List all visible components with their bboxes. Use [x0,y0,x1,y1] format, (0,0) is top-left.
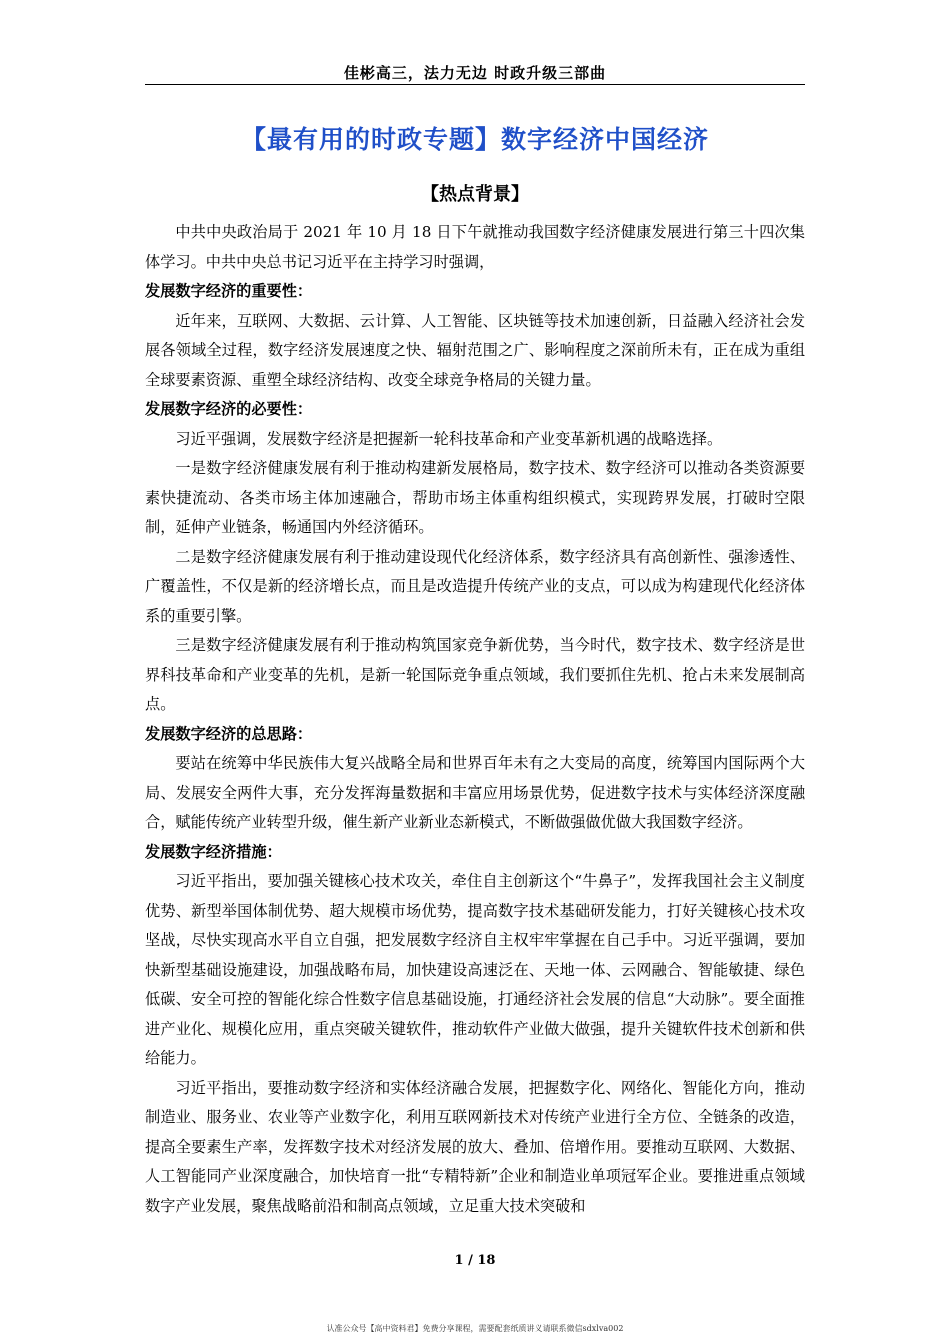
paragraph: 习近平指出，要加强关键核心技术攻关，牵住自主创新这个“牛鼻子”，发挥我国社会主义制度优势、新型举国体制优势、超大规模市场优势，提高数字技术基础研发能力，打好关键核心技术攻坚战，尽快实现高水平自立自强，把发展数字经济自主权牢牢掌握在自己手中。习近平强调，要加快新型基础设施建设，加强战略布局，加快建设高速泛在、天地一体、云网融合、智能敏捷、绿色低碳、安全可控的智能化综合性数字信息基础设施，打通经济社会发展的信息“大动脉”。要全面推进产业化、规模化应用，重点突破关键软件，推动软件产业做大做强，提升关键软件技术创新和供给能力。 [145,872,805,1067]
document-title: 【最有用的时政专题】数字经济中国经济 [240,125,709,154]
paragraph: 一是数字经济健康发展有利于推动构建新发展格局，数字技术、数字经济可以推动各类资源要素快捷流动、各类市场主体加速融合，帮助市场主体重构组织模式，实现跨界发展，打破时空限制，延伸产业链条，畅通国内外经济循环。 [145,459,805,536]
document-body [145,218,805,1221]
paragraph: 要站在统筹中华民族伟大复兴战略全局和世界百年未有之大变局的高度，统筹国内国际两个大局、发展安全两件大事，充分发挥海量数据和丰富应用场景优势，促进数字技术与实体经济深度融合，赋能传统产业转型升级，催生新产业新业态新模式，不断做强做优做大我国数字经济。 [145,754,805,831]
subheading-necessity: 发展数字经济的必要性： [145,400,313,418]
paragraph: 二是数字经济健康发展有利于推动建设现代化经济体系，数字经济具有高创新性、强渗透性、广覆盖性，不仅是新的经济增长点，而且是改造提升传统产业的支点，可以成为构建现代化经济体系的重要引擎。 [145,547,805,625]
paragraph: 三是数字经济健康发展有利于推动构筑国家竞争新优势，当今时代，数字技术、数字经济是世界科技革命和产业变革的先机，是新一轮国际竞争重点领域，我们要抓住先机、抢占未来发展制高点。 [145,636,805,713]
paragraph: 近年来，互联网、大数据、云计算、人工智能、区块链等技术加速创新，日益融入经济社会发展各领域全过程，数字经济发展速度之快、辐射范围之广、影响程度之深前所未有，正在成为重组全球要素资源、重塑全球经济结构、改变全球竞争格局的关键力量。 [145,311,805,389]
paragraph: 习近平指出，要推动数字经济和实体经济融合发展，把握数字化、网络化、智能化方向，推动制造业、服务业、农业等产业数字化，利用互联网新技术对传统产业进行全方位、全链条的改造，提高全要素生产率，发挥数字技术对经济发展的放大、叠加、倍增作用。要推动互联网、大数据、人工智能同产业深度融合，加快培育一批“专精特新”企业和制造业单项冠军企业。要推进重点领域数字产业发展，聚焦战略前沿和制高点领域，立足重大技术突破和 [145,1078,805,1215]
page-number: 1 / 18 [454,1253,496,1268]
subheading-measures: 发展数字经济措施： [145,842,282,861]
subheading-overall-approach: 发展数字经济的总思路： [145,724,313,743]
section-heading: 【热点背景】 [421,184,529,205]
header-divider [145,84,805,85]
paragraph: 中共中央政治局于 2021 年 10 月 18 日下午就推动我国数字经济健康发展进行第三十四次集体学习。中共中央总书记习近平在主持学习时强调， [145,223,805,271]
running-header: 佳彬高三，法力无边 时政升级三部曲 [343,64,607,82]
subheading-importance: 发展数字经济的重要性： [145,282,313,300]
footer-note: 认准公众号【高中资料君】免费分享课程，需要配套纸质讲义请联系微信sdxlva002 [326,1324,624,1333]
paragraph: 习近平强调，发展数字经济是把握新一轮科技革命和产业变革新机遇的战略选择。 [175,429,723,448]
